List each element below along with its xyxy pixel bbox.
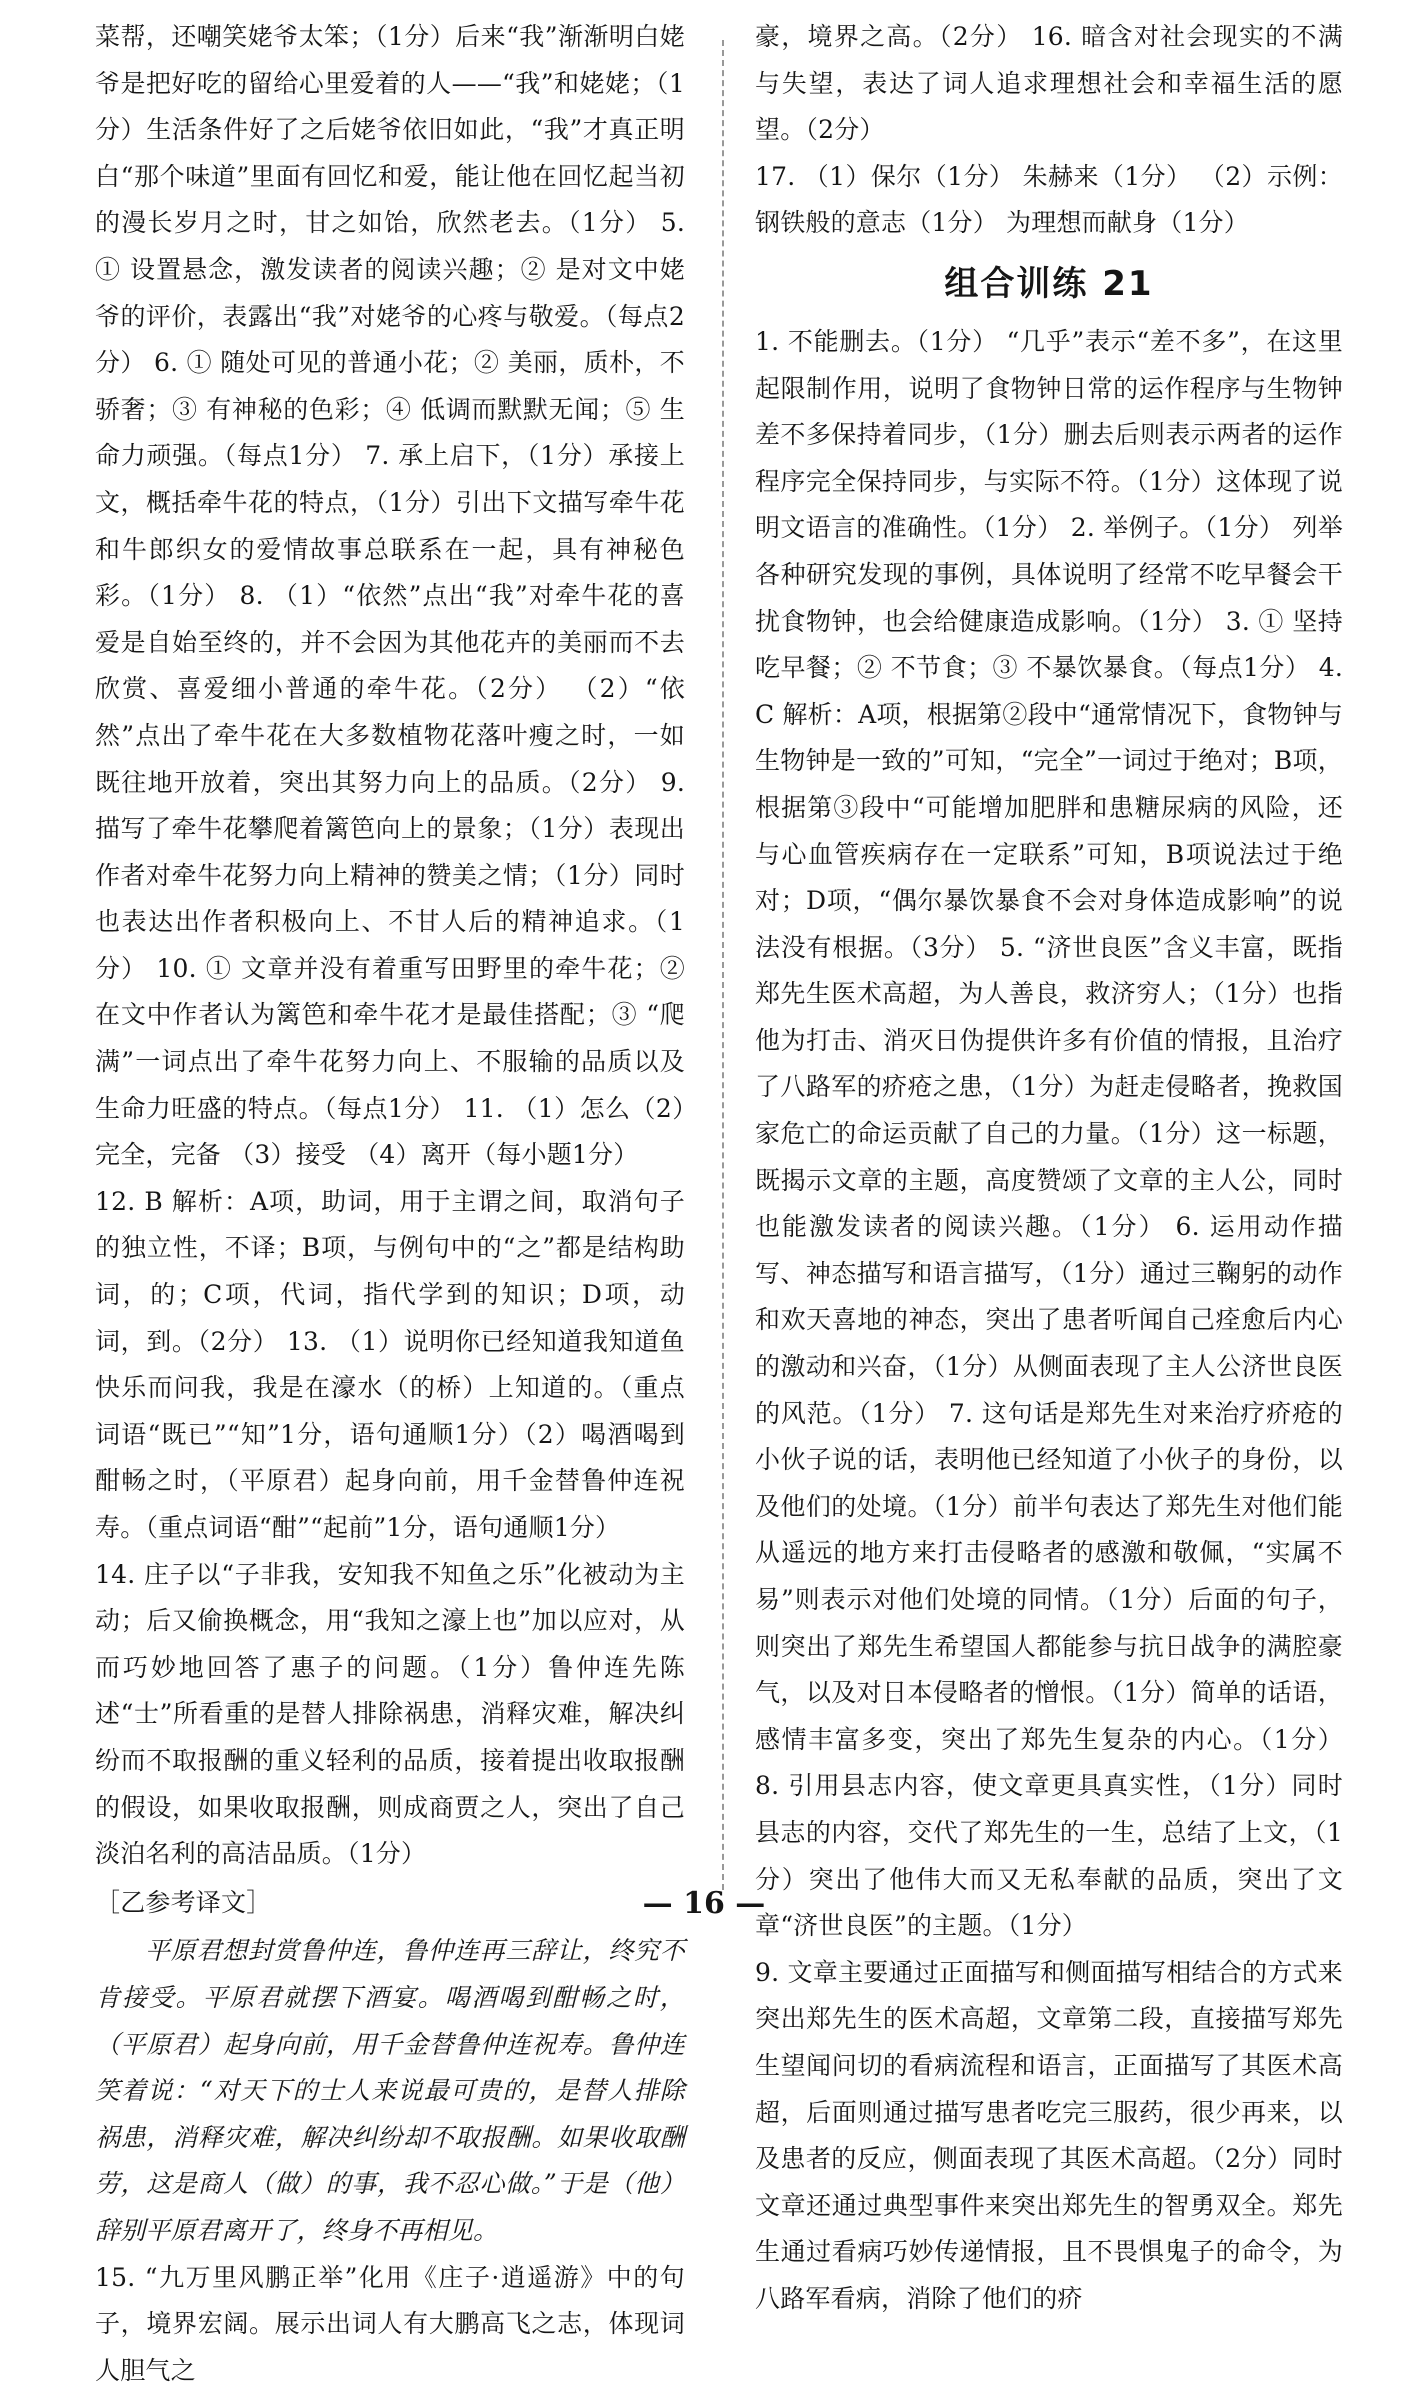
answer-paragraph: 14. 庄子以“子非我，安知我不知鱼之乐”化被动为主动；后又偷换概念，用“我知之濠上也”加以应对，从而巧妙地回答了惠子的问题。（1分）鲁仲连先陈述“士”所看重的是替人排除祸患，消释灾难，解决纠纷而不取报酬的重义轻利的品质，接着提出收取报酬的假设，如果收取报酬，则成商贾之人，突出了自己淡泊名利的高洁品质。（1分） bbox=[95, 1552, 685, 1878]
right-column bbox=[755, 14, 1343, 2323]
answer-paragraph: 9. 文章主要通过正面描写和侧面描写相结合的方式来突出郑先生的医术高超，文章第二段，直接描写郑先生望闻问切的看病流程和语言，正面描写了其医术高超，后面则通过描写患者吃完三服药，很少再来，以及患者的反应，侧面表现了其医术高超。（2分）同时文章还通过典型事件来突出郑先生的智勇双全。郑先生通过看病巧妙传递情报，且不畏惧鬼子的命令，为八路军看病，消除了他们的疥 bbox=[755, 1950, 1343, 2323]
page-number: — 16 — bbox=[0, 1886, 1408, 1921]
answer-paragraph: 菜帮，还嘲笑姥爷太笨；（1分）后来“我”渐渐明白姥爷是把好吃的留给心里爱着的人——“我”和姥姥；（1分）生活条件好了之后姥爷依旧如此，“我”才真正明白“那个味道”里面有回忆和爱，能让他在回忆起当初的漫长岁月之时，甘之如饴，欣然老去。（1分） 5. ① 设置悬念，激发读者的阅读兴趣；② 是对文中姥爷的评价，表露出“我”对姥爷的心疼与敬爱。（每点2分） 6. ① 随处可见的普通小花；② 美丽，质朴，不骄奢；③ 有神秘的色彩；④ 低调而默默无闻；⑤ 生命力顽强。（每点1分） 7. 承上启下，（1分）承接上文，概括牵牛花的特点，（1分）引出下文描写牵牛花和牛郎织女的爱情故事总联系在一起，具有神秘色彩。（1分） 8. （1）“依然”点出“我”对牵牛花的喜爱是自始至终的，并不会因为其他花卉的美丽而不去欣赏、喜爱细小普通的牵牛花。（2分） （2）“依然”点出了牵牛花在大多数植物花落叶瘦之时，一如既往地开放着，突出其努力向上的品质。（2分） 9. 描写了牵牛花攀爬着篱笆向上的景象；（1分）表现出作者对牵牛花努力向上精神的赞美之情；（1分）同时也表达出作者积极向上、不甘人后的精神追求。（1分） 10. ① 文章并没有着重写田野里的牵牛花；② 在文中作者认为篱笆和牵牛花才是最佳搭配；③ “爬满”一词点出了牵牛花努力向上、不服输的品质以及生命力旺盛的特点。（每点1分） 11. （1）怎么（2）完全，完备 （3）接受 （4）离开（每小题1分） bbox=[95, 14, 685, 1179]
translation-label-text: ［乙参考译文］ bbox=[95, 1880, 271, 1927]
answer-paragraph: 15. “九万里风鹏正举”化用《庄子·逍遥游》中的句子，境界宏阔。展示出词人有大鹏高飞之志，体现词人胆气之 bbox=[95, 2255, 685, 2394]
reference-translation: 平原君想封赏鲁仲连，鲁仲连再三辞让，终究不肯接受。平原君就摆下酒宴。喝酒喝到酣畅之时，（平原君）起身向前，用千金替鲁仲连祝寿。鲁仲连笑着说：“对天下的士人来说最可贵的，是替人排除祸患，消释灾难，解决纠纷却不取报酬。如果收取酬劳，这是商人（做）的事，我不忍心做。”于是（他）辞别平原君离开了，终身不再相见。 bbox=[95, 1928, 685, 2254]
column-divider bbox=[722, 40, 724, 1890]
answer-paragraph: 豪，境界之高。（2分） 16. 暗含对社会现实的不满与失望，表达了词人追求理想社会和幸福生活的愿望。（2分） bbox=[755, 14, 1343, 154]
section-title: 组合训练 21 bbox=[755, 253, 1343, 315]
answer-paragraph: 12. B 解析：A项，助词，用于主谓之间，取消句子的独立性，不译；B项，与例句中的“之”都是结构助词，的；C项，代词，指代学到的知识；D项，动词，到。（2分） 13. （1）说明你已经知道我知道鱼快乐而问我，我是在濠水（的桥）上知道的。（重点词语“既已”“知”1分，语句通顺1分）（2）喝酒喝到酣畅之时，（平原君）起身向前，用千金替鲁仲连祝寿。（重点词语“酣”“起前”1分，语句通顺1分） bbox=[95, 1179, 685, 1552]
left-column bbox=[95, 14, 685, 2394]
answer-paragraph: 17. （1）保尔（1分） 朱赫来（1分） （2）示例：钢铁般的意志（1分） 为理想而献身（1分） bbox=[755, 154, 1343, 247]
answer-paragraph: 1. 不能删去。（1分） “几乎”表示“差不多”，在这里起限制作用，说明了食物钟日常的运作程序与生物钟差不多保持着同步，（1分）删去后则表示两者的运作程序完全保持同步，与实际不符。（1分）这体现了说明文语言的准确性。（1分） 2. 举例子。（1分） 列举各种研究发现的事例，具体说明了经常不吃早餐会干扰食物钟，也会给健康造成影响。（1分） 3. ① 坚持吃早餐；② 不节食；③ 不暴饮暴食。（每点1分） 4. C 解析：A项，根据第②段中“通常情况下，食物钟与生物钟是一致的”可知，“完全”一词过于绝对；B项，根据第③段中“可能增加肥胖和患糖尿病的风险，还与心血管疾病存在一定联系”可知，B项说法过于绝对；D项，“偶尔暴饮暴食不会对身体造成影响”的说法没有根据。（3分） 5. “济世良医”含义丰富，既指郑先生医术高超，为人善良，救济穷人；（1分）也指他为打击、消灭日伪提供许多有价值的情报，且治疗了八路军的疥疮之患，（1分）为赶走侵略者，挽救国家危亡的命运贡献了自己的力量。（1分）这一标题，既揭示文章的主题，高度赞颂了文章的主人公，同时也能激发读者的阅读兴趣。（1分） 6. 运用动作描写、神态描写和语言描写，（1分）通过三鞠躬的动作和欢天喜地的神态，突出了患者听闻自己痊愈后内心的激动和兴奋，（1分）从侧面表现了主人公济世良医的风范。（1分） 7. 这句话是郑先生对来治疗疥疮的小伙子说的话，表明他已经知道了小伙子的身份，以及他们的处境。（1分）前半句表达了郑先生对他们能从遥远的地方来打击侵略者的感激和敬佩，“实属不易”则表示对他们处境的同情。（1分）后面的句子，则突出了郑先生希望国人都能参与抗日战争的满腔豪气，以及对日本侵略者的憎恨。（1分）简单的话语，感情丰富多变，突出了郑先生复杂的内心。（1分） 8. 引用县志内容，使文章更具真实性，（1分）同时县志的内容，交代了郑先生的一生，总结了上文，（1分）突出了他伟大而又无私奉献的品质，突出了文章“济世良医”的主题。（1分） bbox=[755, 319, 1343, 1950]
